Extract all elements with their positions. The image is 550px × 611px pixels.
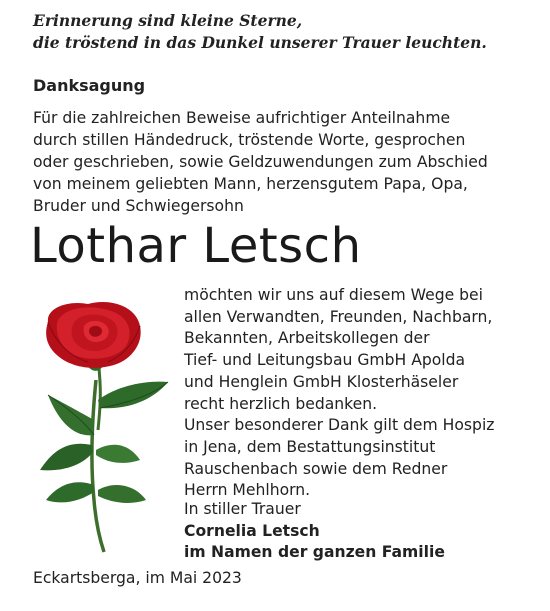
signature-intro: In stiller Trauer xyxy=(184,500,301,518)
intro-line: Bruder und Schwiegersohn xyxy=(33,197,244,215)
thanks-line: Herrn Mehlhorn. xyxy=(184,481,311,500)
intro-line: Für die zahlreichen Beweise aufrichtiger Anteilnahme xyxy=(33,109,451,127)
place-date: Eckartsberga, im Mai 2023 xyxy=(33,569,242,587)
signature-family: im Namen der ganzen Familie xyxy=(184,543,445,561)
thanks-line: und Henglein GmbH Klosterhäseler xyxy=(184,372,459,391)
intro-line: oder geschrieben, sowie Geldzuwendungen zum Abschied xyxy=(33,153,488,171)
red-rose-icon xyxy=(18,300,178,555)
signature-name: Cornelia Letsch xyxy=(184,521,320,540)
motto xyxy=(33,10,543,54)
thanks-line: Bekannten, Arbeitskollegen der xyxy=(184,329,430,348)
intro-line: von meinem geliebten Mann, herzensgutem Papa, Opa, xyxy=(33,175,468,193)
motto-line-1: Erinnerung sind kleine Sterne, xyxy=(33,11,303,30)
thanks-line: recht herzlich bedanken. xyxy=(184,394,378,413)
thanks-line: Rauschenbach sowie dem Redner xyxy=(184,459,448,478)
thanks-line: Unser besonderer Dank gilt dem Hospiz xyxy=(184,416,495,435)
intro-line: durch stillen Händedruck, tröstende Worte, gesprochen xyxy=(33,131,466,149)
deceased-name: Lothar Letsch xyxy=(30,218,362,274)
motto-line-2: die tröstend in das Dunkel unserer Trauer leuchten. xyxy=(33,33,487,52)
thanks-line: möchten wir uns auf diesem Wege bei xyxy=(184,286,483,304)
heading: Danksagung xyxy=(33,76,146,95)
thanks-line: in Jena, dem Bestattungsinstitut xyxy=(184,437,436,456)
intro-text xyxy=(33,107,543,217)
signature xyxy=(184,499,445,564)
thanks-line: allen Verwandten, Freunden, Nachbarn, xyxy=(184,307,493,326)
thanks-text xyxy=(184,285,544,502)
thanks-line: Tief- und Leitungsbau GmbH Apolda xyxy=(184,351,466,370)
